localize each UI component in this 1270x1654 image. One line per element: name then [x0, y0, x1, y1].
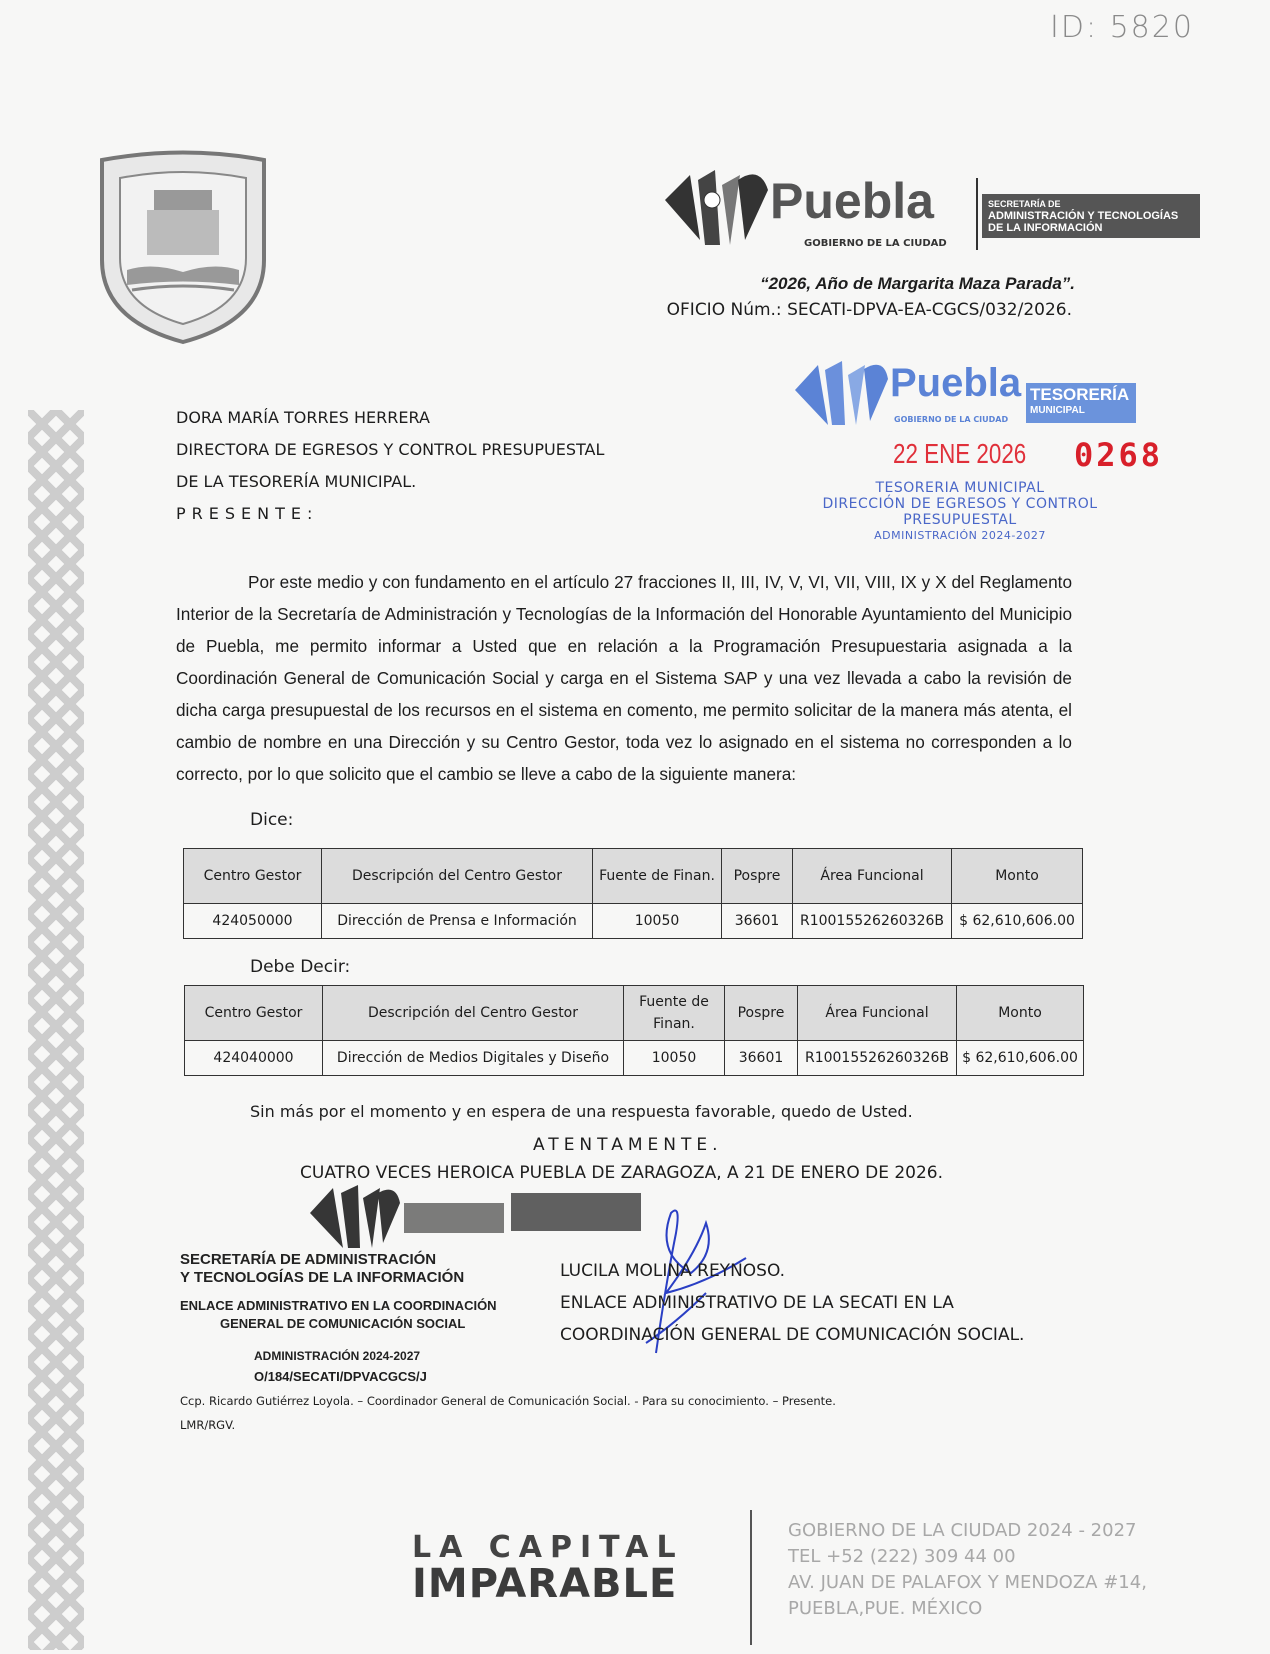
stamp-line: DIRECCIÓN DE EGRESOS Y CONTROL: [822, 496, 1098, 512]
signer-role: COORDINACIÓN GENERAL DE COMUNICACIÓN SOCIAL.: [560, 1325, 1025, 1345]
stamp-line: SECRETARÍA DE ADMINISTRACIÓN: [180, 1251, 437, 1268]
cell: $ 62,610,606.00: [957, 1041, 1084, 1076]
signature-block: [176, 1183, 1072, 1388]
tesoreria-stamp-logo: [790, 355, 1140, 430]
stamp-line: Y TECNOLOGÍAS DE LA INFORMACIÓN: [180, 1269, 465, 1286]
oficio-number: OFICIO Núm.: SECATI-DPVA-EA-CGCS/032/2026.: [666, 300, 1072, 320]
puebla-emblem-icon: [790, 355, 890, 427]
recipient-title: DE LA TESORERÍA MUNICIPAL.: [176, 472, 417, 491]
handwritten-id-note: ID: 5820: [1050, 10, 1194, 45]
footer-line: TEL +52 (222) 309 44 00: [788, 1546, 1016, 1567]
col-header: Monto: [952, 849, 1083, 904]
cell: $ 62,610,606.00: [952, 904, 1083, 939]
cell: Dirección de Medios Digitales y Diseño: [323, 1041, 624, 1076]
col-header: Área Funcional: [793, 849, 952, 904]
recipient-block: [176, 402, 604, 530]
body-paragraph: Por este medio y con fundamento en el artículo 27 fracciones II, III, IV, V, VI, VII, VIII, IX y X del Reglamento Interior de la Secretaría de Administración y Tecnologías de la Información del Honorable Ayuntamiento del Municipio de Puebla, me permito informar a Usted que en relación a la Programación Presupuestaria asignada a la Coordinación General de Comunicación Social y carga en el Sistema SAP y una vez llevada a cabo la revisión de dicha carga presupuestal de los recursos en el sistema en comento, me permito solicitar de la manera más atenta, el cambio de nombre en una Dirección y su Centro Gestor, toda vez lo asignado en el sistema no corresponden a lo correcto, por lo que solicito que el cambio se lleve a cabo de la siguiente manera:: [176, 572, 1072, 784]
cell: 10050: [624, 1041, 725, 1076]
cell: Dirección de Prensa e Información: [322, 904, 593, 939]
logo-divider: [976, 178, 978, 250]
col-header: Descripción del Centro Gestor: [322, 849, 593, 904]
stamp-logo-brand: Puebla: [890, 361, 1022, 405]
cell: 424050000: [184, 904, 322, 939]
imparable-text: IMPARABLE: [412, 1561, 678, 1607]
reference-code: O/184/SECATI/DPVACGCS/J: [254, 1369, 427, 1384]
secretaria-line: SECRETARÍA DE: [988, 199, 1061, 209]
presente: PRESENTE:: [176, 504, 319, 523]
col-header: Fuente de Finan.: [593, 849, 722, 904]
logo-sub: GOBIERNO DE LA CIUDAD: [804, 238, 947, 249]
debe-decir-label: Debe Decir:: [250, 957, 351, 977]
stamp-line: ADMINISTRACIÓN 2024-2027: [874, 529, 1046, 542]
secretaria-line: ADMINISTRACIÓN Y TECNOLOGÍAS: [988, 210, 1179, 222]
cell: R10015526260326B: [793, 904, 952, 939]
cell: 36601: [725, 1041, 798, 1076]
col-header: Descripción del Centro Gestor: [323, 986, 624, 1041]
col-header: Centro Gestor: [184, 849, 322, 904]
footer-line: GOBIERNO DE LA CIUDAD 2024 - 2027: [788, 1520, 1137, 1541]
ccp-line: Ccp. Ricardo Gutiérrez Loyola. – Coordinador General de Comunicación Social. - Para su conocimiento. – Presente.: [180, 1394, 836, 1408]
col-header: Pospre: [725, 986, 798, 1041]
stamp-line: PRESUPUESTAL: [903, 512, 1017, 528]
footer-contact: [788, 1518, 1147, 1622]
received-number-stamp: 0268: [1074, 436, 1164, 474]
table-header-row: [185, 986, 1084, 1041]
puebla-secati-logo: [660, 160, 1200, 255]
decorative-border: [28, 410, 84, 1650]
footer-line: PUEBLA,PUE. MÉXICO: [788, 1598, 983, 1619]
signer-name: LUCILA MOLINA REYNOSO.: [560, 1261, 786, 1281]
signer-role: ENLACE ADMINISTRATIVO DE LA SECATI EN LA: [560, 1293, 954, 1313]
cell: 10050: [593, 904, 722, 939]
cell: 424040000: [185, 1041, 323, 1076]
col-header: Fuente de Finan.: [624, 986, 725, 1041]
closing-text: Sin más por el momento y en espera de una respuesta favorable, quedo de Usted.: [250, 1102, 913, 1121]
footer-line: AV. JUAN DE PALAFOX Y MENDOZA #14,: [788, 1572, 1147, 1593]
footer-divider: [750, 1510, 752, 1645]
letter-content: [176, 566, 1078, 1432]
cell: 36601: [722, 904, 793, 939]
col-header: Monto: [957, 986, 1084, 1041]
debe-decir-table: [184, 985, 1084, 1076]
col-header: Centro Gestor: [185, 986, 323, 1041]
stamp-line: GENERAL DE COMUNICACIÓN SOCIAL: [220, 1316, 466, 1331]
table-header-row: [184, 849, 1083, 904]
capital-text: LA CAPITAL: [412, 1530, 684, 1565]
dice-table: [183, 848, 1083, 939]
tesoreria-label: TESORERÍA: [1030, 385, 1130, 404]
city-seal-icon: [92, 150, 274, 346]
recipient-name: DORA MARÍA TORRES HERRERA: [176, 408, 430, 427]
cell: R10015526260326B: [798, 1041, 957, 1076]
year-motto: “2026, Año de Margarita Maza Parada”.: [760, 274, 1075, 293]
recipient-title: DIRECTORA DE EGRESOS Y CONTROL PRESUPUESTAL: [176, 440, 605, 459]
puebla-emblem-icon: [660, 160, 770, 250]
logo-brand: Puebla: [770, 173, 934, 229]
secati-stamp: [180, 1251, 497, 1365]
secretaria-line: DE LA INFORMACIÓN: [988, 222, 1103, 234]
received-stamp-text: [800, 480, 1120, 544]
stamp-line: ADMINISTRACIÓN 2024-2027: [254, 1349, 421, 1363]
city-date: CUATRO VECES HEROICA PUEBLA DE ZARAGOZA, A 21 DE ENERO DE 2026.: [300, 1163, 944, 1183]
received-date-stamp: 22 ENE 2026: [893, 438, 1027, 469]
table-row: [185, 1041, 1084, 1076]
municipal-label: MUNICIPAL: [1030, 405, 1085, 416]
initials: LMR/RGV.: [180, 1418, 236, 1432]
capital-imparable-logo: [412, 1530, 684, 1607]
stamp-line: TESORERIA MUNICIPAL: [875, 480, 1045, 496]
secretaria-banner: [982, 194, 1200, 238]
stamp-line: ENLACE ADMINISTRATIVO EN LA COORDINACIÓN: [180, 1298, 497, 1313]
atentamente: ATENTAMENTE.: [533, 1135, 723, 1155]
stamp-logo-sub: GOBIERNO DE LA CIUDAD: [894, 415, 1009, 424]
dice-label: Dice:: [250, 810, 294, 830]
col-header: Pospre: [722, 849, 793, 904]
table-row: [184, 904, 1083, 939]
col-header: Área Funcional: [798, 986, 957, 1041]
tesoreria-banner: [1026, 383, 1136, 423]
